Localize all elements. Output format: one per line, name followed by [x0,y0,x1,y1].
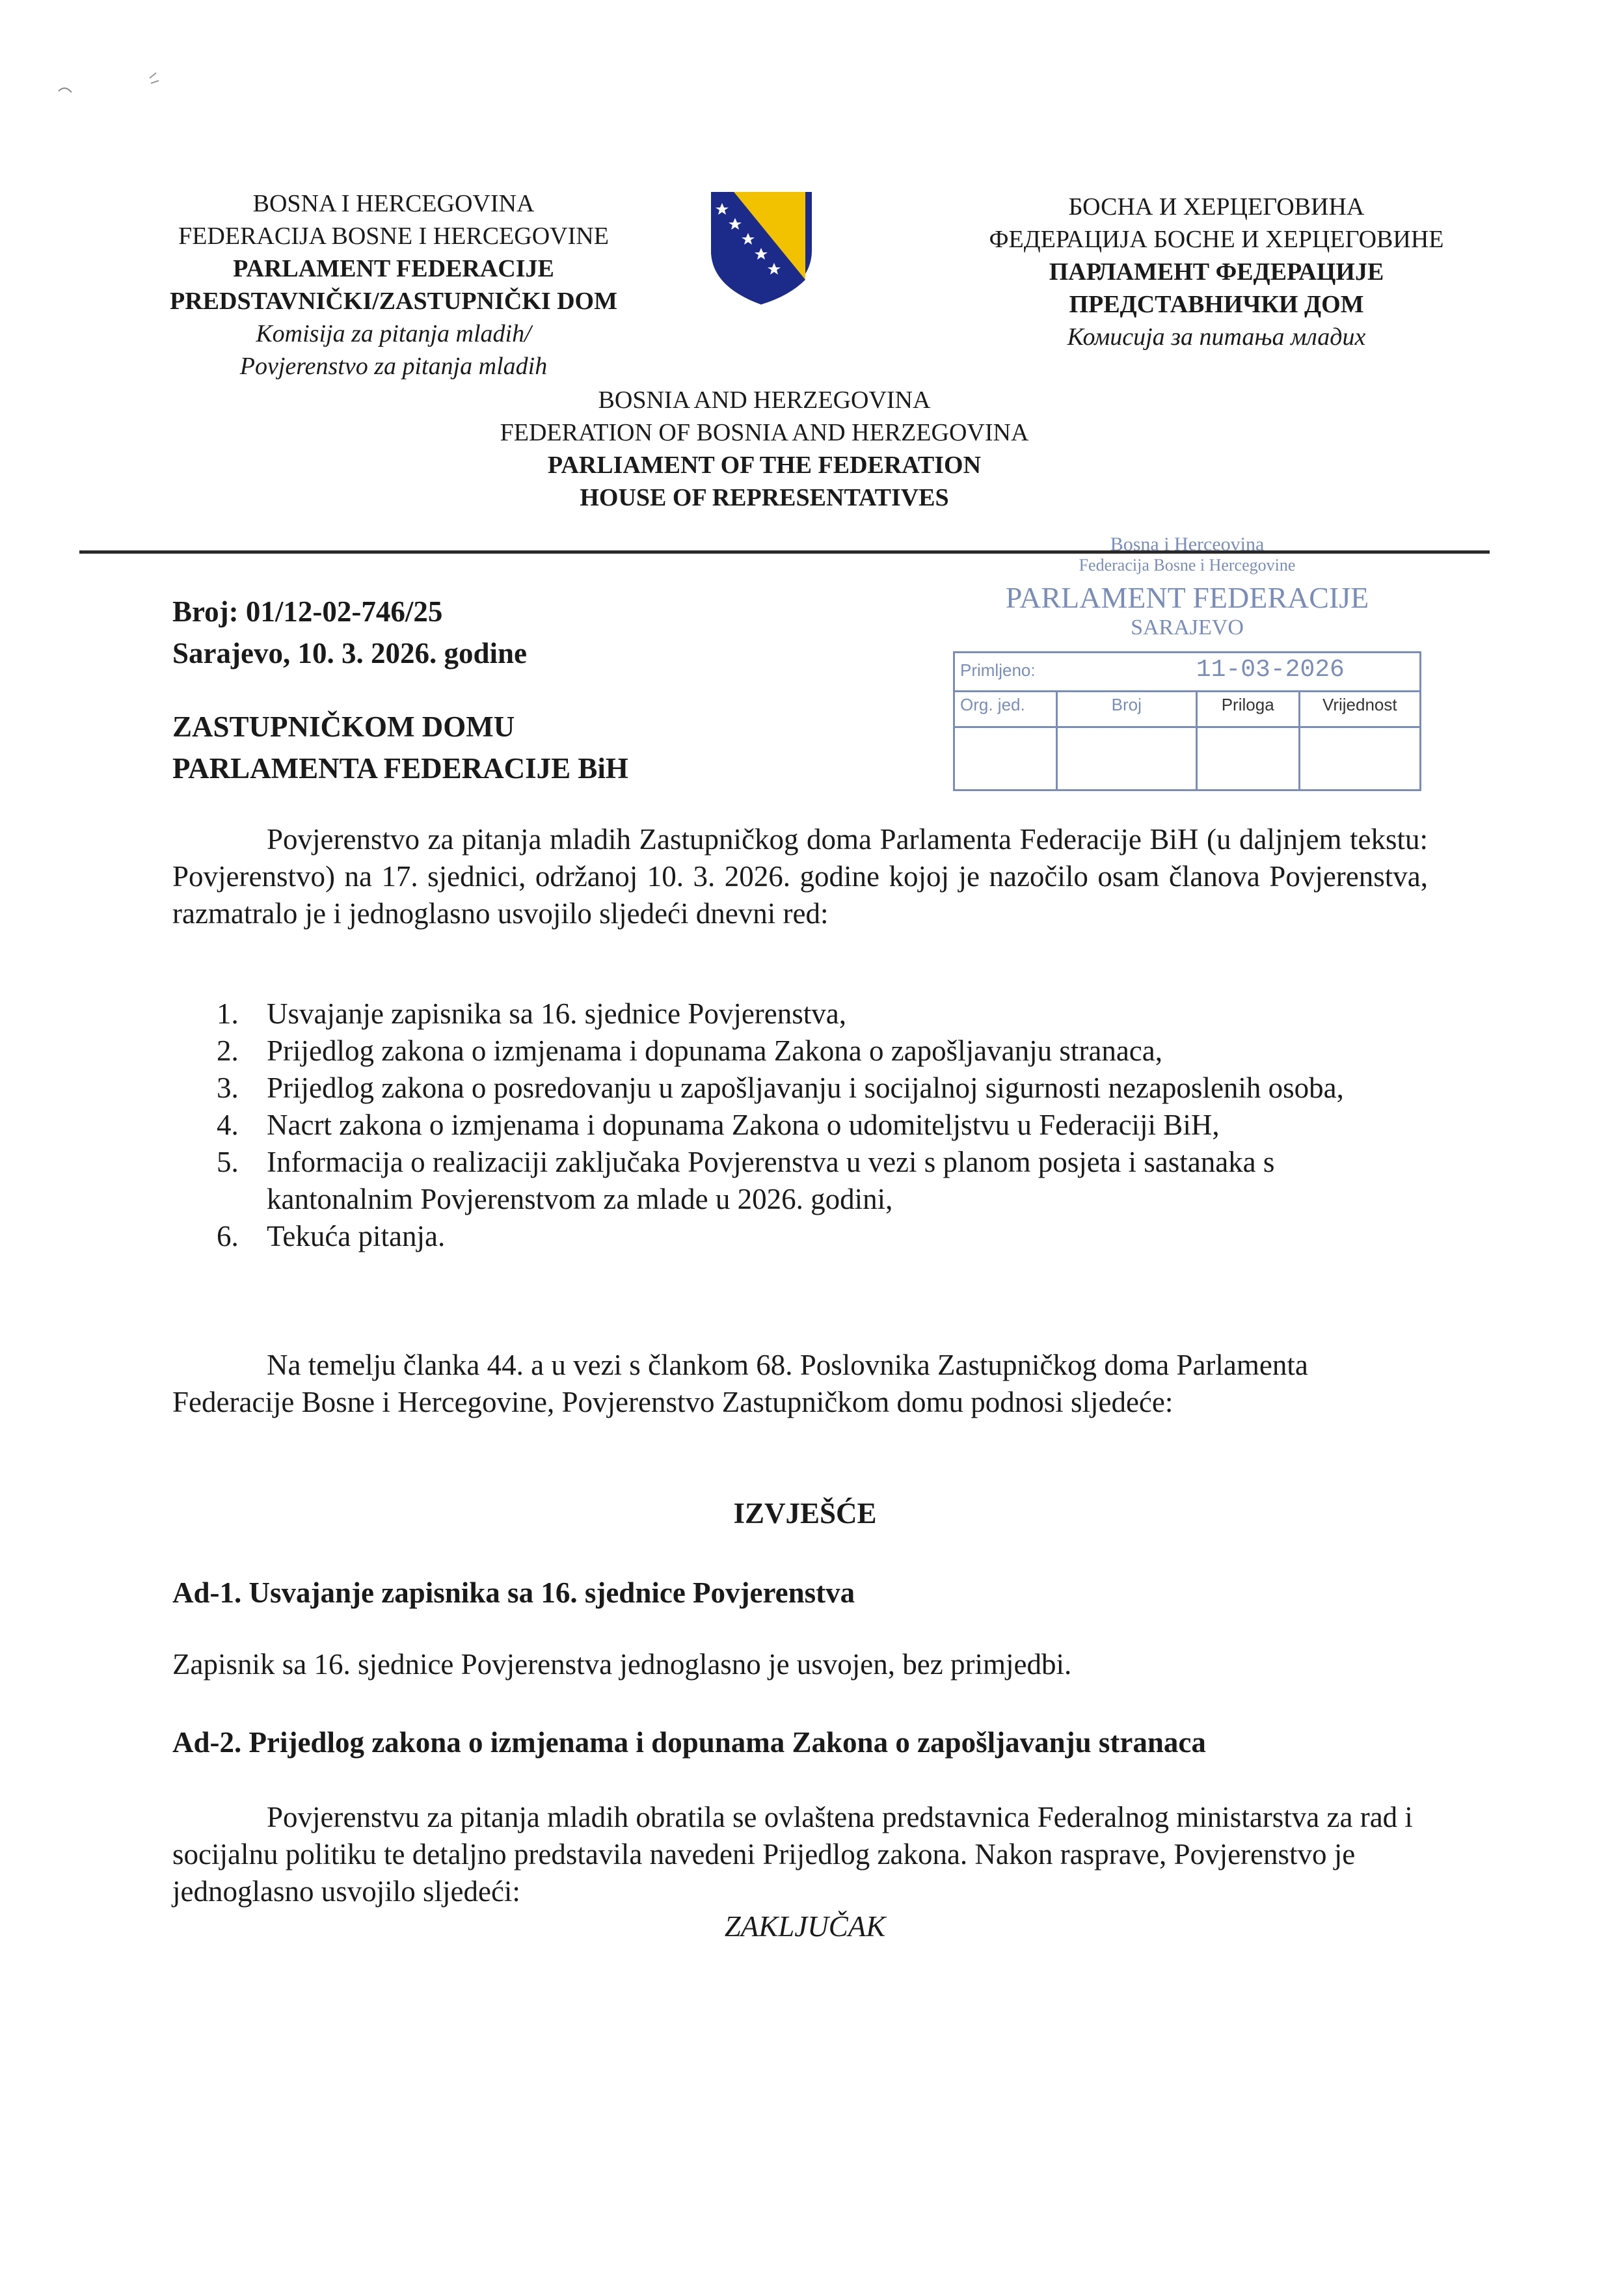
agenda-item-number: 1. [217,997,239,1030]
agenda-item-number: 3. [217,1072,239,1104]
header-center-line: FEDERATION OF BOSNIA AND HERZEGOVINA [500,419,1029,446]
stamp-received-label: Primljeno: [960,660,1036,680]
header-right-line: ПАРЛАМЕНТ ФЕДЕРАЦИЈЕ [1049,258,1384,286]
addressee-line: PARLAMENTA FEDERACIJE BiH [172,752,628,785]
agenda-item-number: 5. [217,1146,239,1178]
stamp-line: Federacija Bosne i Hercegovine [1079,556,1296,574]
header-right-line: ФЕДЕРАЦИЈА БОСНЕ И ХЕРЦЕГОВИНЕ [989,226,1444,253]
reference-number: Broj: 01/12-02-746/25 [172,595,443,628]
agenda-item [172,1107,1428,1144]
header-left-line: FEDERACIJA BOSNE I HERCEGOVINE [178,223,609,250]
addressee-line: ZASTUPNIČKOM DOMU [172,710,515,743]
scan-mark-icon [52,65,169,104]
agenda-item-text: Nacrt zakona o izmjenama i dopunama Zakona o udomiteljstvu u Federaciji BiH, [267,1109,1220,1141]
agenda-item-number: 4. [217,1109,239,1141]
report-title: IZVJEŠĆE [733,1497,877,1530]
agenda-item-text: Usvajanje zapisnika sa 16. sjednice Povjerenstva, [267,997,846,1030]
header-right-line: Комисија за питања младих [1067,323,1366,351]
header-left-line: BOSNA I HERCEGOVINA [252,190,535,217]
agenda-item [172,1070,1428,1107]
header-left [117,187,670,383]
stamp-table [953,651,1421,791]
agenda-item [172,1033,1428,1070]
stamp-received-date: 11-03-2026 [1196,656,1345,684]
header-center-line: BOSNIA AND HERZEGOVINA [598,386,931,414]
header-right-line: ПРЕДСТАВНИЧКИ ДОМ [1069,291,1364,318]
stamp-line: SARAJEVO [1131,615,1244,640]
section-heading-ad1: Ad-1. Usvajanje zapisnika sa 16. sjednice Povjerenstva [172,1576,855,1609]
header-left-line: Povjerenstvo za pitanja mladih [239,353,548,380]
stamp-cell [954,727,1057,790]
header-center-line: HOUSE OF REPRESENTATIVES [580,484,949,511]
addressee-block [172,706,823,789]
agenda-item-number: 6. [217,1220,239,1252]
agenda-item-text: Tekuća pitanja. [267,1220,446,1252]
legal-basis-paragraph: Na temelju članka 44. a u vezi s člankom 68. Poslovnika Zastupničkog doma Parlamenta Federacije Bosne i Hercegovine, Povjerenstvo Zastupničkom domu podnosi sljedeće: [172,1349,1308,1418]
agenda-item-text: Prijedlog zakona o izmjenama i dopunama Zakona o zapošljavanju stranaca, [267,1034,1163,1067]
agenda-item [172,1218,1428,1255]
header-left-line: PREDSTAVNIČKI/ZASTUPNIČKI DOM [170,288,617,315]
section-heading-ad2: Ad-2. Prijedlog zakona o izmjenama i dopunama Zakona o zapošljavanju stranaca [172,1726,1206,1759]
header-left-line: Komisija za pitanja mladih/ [256,320,531,347]
stamp-col-priloga: Priloga [1196,692,1299,727]
header-right-line: БОСНА И ХЕРЦЕГОВИНА [1068,193,1365,221]
stamp-received-cell [954,653,1421,692]
stamp-cell [1299,727,1420,790]
reference-date: Sarajevo, 10. 3. 2026. godine [172,637,527,669]
header-right [937,191,1496,353]
stamp-cell [1196,727,1299,790]
agenda-item-text: Prijedlog zakona o posredovanju u zapošljavanju i socijalnoj sigurnosti nezaposlenih osoba, [267,1072,1344,1104]
stamp-cell [1056,727,1196,790]
stamp-col-broj: Broj [1056,692,1196,727]
section-text-ad2: Povjerenstvu za pitanja mladih obratila se ovlaštena predstavnica Federalnog ministarstva za rad i socijalnu politiku te detaljno predstavila navedeni Prijedlog zakona. Nakon rasprave, Povjerenstvo je jednoglasno usvojilo sljedeći: [172,1801,1413,1908]
section-text-ad1: Zapisnik sa 16. sjednice Povjerenstva jednoglasno je usvojen, bez primjedbi. [172,1648,1072,1681]
header-left-line: PARLAMENT FEDERACIJE [233,255,554,282]
agenda-item-text: Informacija o realizaciji zaključaka Povjerenstva u vezi s planom posjeta i sastanaka s kantonalnim Povjerenstvom za mlade u 2026. godini, [267,1146,1275,1215]
stamp-col-vrijednost: Vrijednost [1299,692,1420,727]
agenda-item [172,1144,1428,1218]
agenda-item-number: 2. [217,1034,239,1067]
reception-stamp [953,533,1421,794]
agenda-item [172,995,1428,1033]
header-center [390,384,1138,514]
conclusion-heading: ZAKLJUČAK [724,1910,886,1943]
intro-paragraph: Povjerenstvo za pitanja mladih Zastupničkog doma Parlamenta Federacije BiH (u daljnjem tekstu: Povjerenstvo) na 17. sjednici, održanoj 10. 3. 2026. godine kojoj je nazočilo osam članova Povjerenstva, razmatralo je i jednoglasno usvojilo sljedeći dnevni red: [172,823,1428,930]
header-center-line: PARLIAMENT OF THE FEDERATION [547,452,982,479]
agenda-list [172,995,1428,1255]
reference-block [172,591,758,674]
stamp-col-org: Org. jed. [954,692,1057,727]
coat-of-arms-icon [708,189,815,306]
stamp-line: Bosna i Herceovina [1110,533,1265,555]
stamp-line: PARLAMENT FEDERACIJE [1005,581,1369,614]
